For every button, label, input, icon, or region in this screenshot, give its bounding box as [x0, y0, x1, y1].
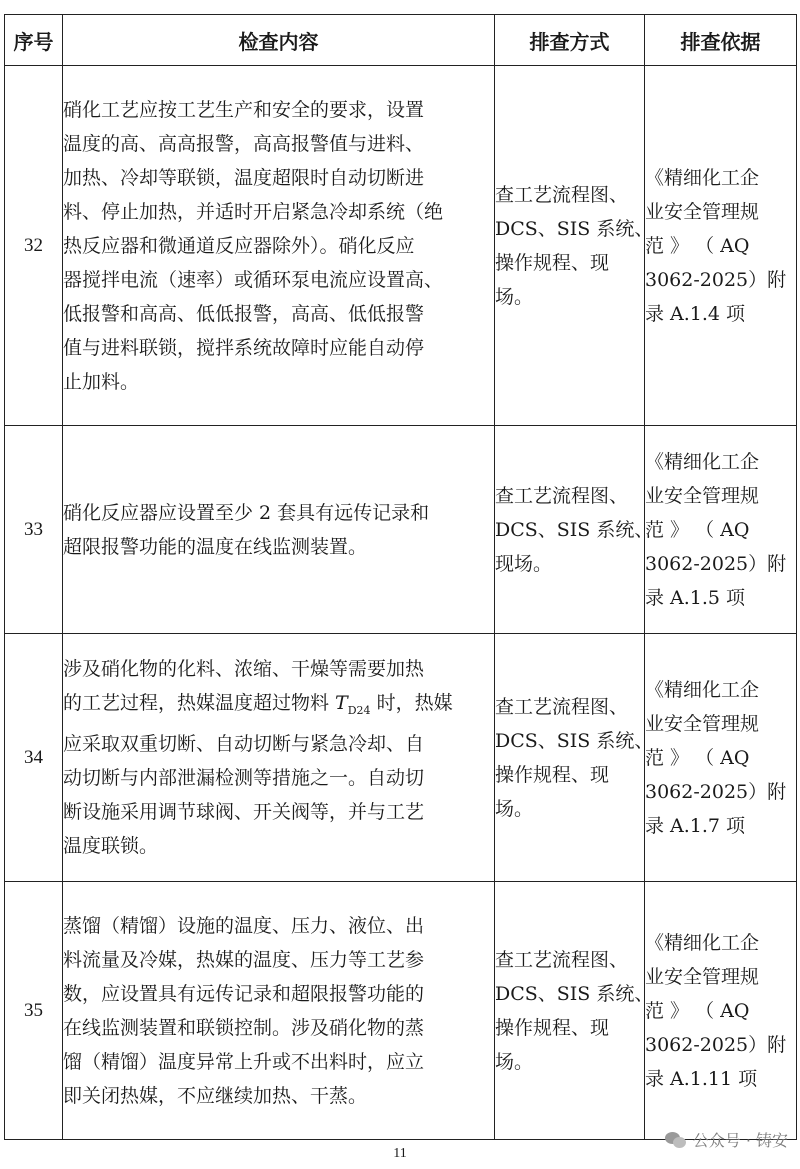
content-line: 料流量及冷媒，热媒的温度、压力等工艺参	[63, 948, 425, 971]
row-content	[63, 634, 495, 882]
basis-line: 3062-2025）附	[645, 780, 787, 803]
basis-line: 业安全管理规	[645, 712, 760, 735]
content-line: 值与进料联锁，搅拌系统故障时应能自动停	[63, 336, 425, 359]
header-seq: 序号	[5, 15, 63, 66]
row-content	[63, 66, 495, 426]
row-method	[495, 66, 654, 426]
row-method	[495, 426, 654, 634]
content-line: 蒸馏（精馏）设施的温度、压力、液位、出	[63, 914, 425, 937]
basis-line: 范 》 （ AQ	[645, 999, 750, 1022]
row-content	[63, 426, 495, 634]
method-line: DCS、SIS 系统、	[495, 518, 654, 541]
method-line: DCS、SIS 系统、	[495, 982, 654, 1005]
basis-line: 业安全管理规	[645, 965, 760, 988]
basis-line: 《精细化工企	[645, 678, 760, 701]
watermark-text: 公众号 · 铸安	[692, 1131, 788, 1150]
inspection-table	[4, 14, 797, 1140]
row-seq: 35	[5, 882, 63, 1140]
basis-line: 《精细化工企	[645, 166, 760, 189]
table-header-row	[5, 15, 797, 66]
header-method: 排查方式	[495, 15, 645, 66]
temperature-symbol	[335, 691, 371, 717]
basis-line: 录 A.1.4 项	[645, 302, 746, 325]
content-line: 断设施采用调节球阀、开关阀等，并与工艺	[63, 801, 425, 824]
row-basis	[645, 66, 797, 426]
basis-line: 录 A.1.11 项	[645, 1067, 758, 1090]
basis-line: 3062-2025）附	[645, 552, 787, 575]
basis-line: 录 A.1.7 项	[645, 814, 746, 837]
row-basis	[645, 634, 797, 882]
content-line-with-symbol	[63, 686, 494, 728]
header-basis: 排查依据	[645, 15, 797, 66]
table-row	[5, 66, 797, 426]
content-line: 涉及硝化物的化料、浓缩、干燥等需要加热	[63, 657, 425, 680]
method-line: DCS、SIS 系统、	[495, 729, 654, 752]
method-line: 查工艺流程图、	[495, 948, 629, 971]
table-row	[5, 634, 797, 882]
content-line: 即关闭热媒，不应继续加热、干蒸。	[63, 1084, 368, 1107]
basis-line: 3062-2025）附	[645, 1033, 787, 1056]
basis-line: 业安全管理规	[645, 200, 760, 223]
content-line: 止加料。	[63, 370, 140, 393]
method-line: DCS、SIS 系统、	[495, 217, 654, 240]
basis-line: 范 》 （ AQ	[645, 234, 750, 257]
header-content: 检查内容	[63, 15, 495, 66]
basis-line: 《精细化工企	[645, 450, 760, 473]
content-line: 加热、冷却等联锁，温度超限时自动切断进	[63, 166, 425, 189]
content-line: 应采取双重切断、自动切断与紧急冷却、自	[63, 733, 425, 756]
basis-line: 《精细化工企	[645, 931, 760, 954]
content-line: 料、停止加热，并适时开启紧急冷却系统（绝	[63, 200, 444, 223]
basis-line: 3062-2025）附	[645, 268, 787, 291]
basis-line: 业安全管理规	[645, 484, 760, 507]
content-line: 动切断与内部泄漏检测等措施之一。自动切	[63, 767, 425, 790]
content-line: 硝化工艺应按工艺生产和安全的要求，设置	[63, 98, 425, 121]
row-method	[495, 882, 654, 1140]
method-line: 场。	[495, 797, 534, 820]
content-line: 在线监测装置和联锁控制。涉及硝化物的蒸	[63, 1016, 425, 1039]
method-line: 操作规程、现	[495, 1016, 610, 1039]
content-line: 馏（精馏）温度异常上升或不出料时，应立	[63, 1050, 425, 1073]
symbol-subscript: D24	[347, 703, 371, 717]
content-text: 的工艺过程，热媒温度超过物料	[63, 691, 336, 714]
basis-line: 范 》 （ AQ	[645, 746, 750, 769]
row-basis	[645, 426, 797, 634]
method-line: 操作规程、现	[495, 763, 610, 786]
table-row	[5, 426, 797, 634]
content-line: 器搅拌电流（速率）或循环泵电流应设置高、	[63, 268, 444, 291]
table-row	[5, 882, 797, 1140]
basis-line: 录 A.1.5 项	[645, 586, 746, 609]
basis-line: 范 》 （ AQ	[645, 518, 750, 541]
method-line: 查工艺流程图、	[495, 183, 629, 206]
row-seq: 32	[5, 66, 63, 426]
content-line: 超限报警功能的温度在线监测装置。	[63, 535, 368, 558]
row-basis	[645, 882, 797, 1140]
content-line: 硝化反应器应设置至少 2 套具有远传记录和	[63, 501, 430, 524]
method-line: 现场。	[495, 552, 553, 575]
content-line: 热反应器和微通道反应器除外）。硝化反应	[63, 234, 415, 257]
method-line: 场。	[495, 1050, 534, 1073]
method-line: 操作规程、现	[495, 251, 610, 274]
row-seq: 34	[5, 634, 63, 882]
content-line: 数，应设置具有远传记录和超限报警功能的	[63, 982, 425, 1005]
content-line: 温度的高、高高报警，高高报警值与进料、	[63, 132, 425, 155]
method-line: 查工艺流程图、	[495, 695, 629, 718]
row-seq: 33	[5, 426, 63, 634]
row-content	[63, 882, 495, 1140]
content-line: 低报警和高高、低低报警，高高、低低报警	[63, 302, 425, 325]
content-line: 温度联锁。	[63, 835, 159, 858]
page-number: 11	[393, 1146, 407, 1161]
method-line: 场。	[495, 285, 534, 308]
method-line: 查工艺流程图、	[495, 484, 629, 507]
row-method	[495, 634, 654, 882]
symbol-letter: T	[335, 691, 348, 714]
content-text: 时，热媒	[370, 691, 453, 714]
